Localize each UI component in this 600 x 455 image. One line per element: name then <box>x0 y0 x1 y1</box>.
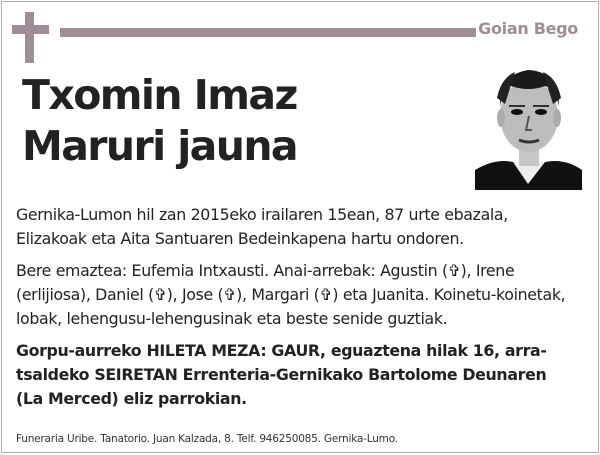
obituary-notice <box>1 1 599 453</box>
death-details: Gernika-Lumon hil zan 2015eko irailaren 15ean, 87 urte ebazala, Elizakoak eta Aita Santuaren Bedeinkapena hartu ondoren. <box>16 205 508 248</box>
header-divider <box>60 28 476 37</box>
deceased-name <box>22 70 297 172</box>
deceased-name-line-2: Maruri jauna <box>22 122 297 170</box>
family-members: Bere emaztea: Eufemia Intxausti. Anai-arrebak: Agustin (✞), Irene (erlijiosa), Daniel (✞), Jose (✞), Margari (✞) eta Juanita. Koinetu-koinetak, lobak, lehengusu-lehengusinak eta beste senide guztiak. <box>16 261 566 328</box>
section-label: Goian Bego <box>478 19 578 38</box>
deceased-portrait-photo <box>475 58 582 190</box>
obituary-body <box>16 203 576 419</box>
funeral-mass-details: Gorpu-aurreko HILETA MEZA: GAUR, eguaztena hilak 16, arra-tsaldeko SEIRETAN Errenteria-Gernikako Bartolome Deunaren (La Merced) eliz parrokian. <box>16 341 547 408</box>
deceased-name-line-1: Txomin Imaz <box>22 71 297 119</box>
funeral-home-info: Funeraria Uribe. Tanatorio. Juan Kalzada, 8. Telf. 946250085. Gernika-Lumo. <box>16 433 398 445</box>
